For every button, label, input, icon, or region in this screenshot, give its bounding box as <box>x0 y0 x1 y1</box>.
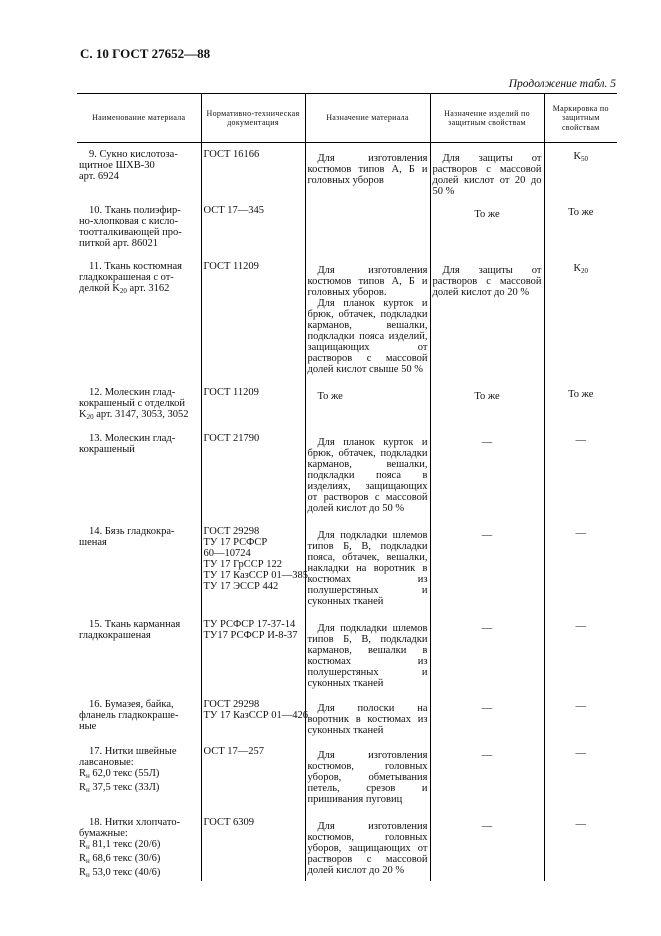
material-name-line: шеная <box>79 537 107 548</box>
doc-reference: ТУ 17 ЭССР 442 <box>203 581 279 592</box>
thread-spec-text: 53,0 текс (40/6) <box>89 867 161 878</box>
purpose-paragraph: Для планок курток и брюк, обтачек, подкладки карманов, вешалки, подкладки пояса в изделиях, защищающих от растворов с массовой долей кислот до 50 % <box>307 437 428 514</box>
material-name-cell <box>77 197 201 249</box>
thread-symbol: R <box>79 867 87 878</box>
material-name-line: 10. Ткань полиэфир- <box>89 205 181 216</box>
doc-reference: ТУ РСФСР 17-37-14 <box>203 619 296 630</box>
protect-cell <box>430 689 544 736</box>
protect-text: — <box>481 703 493 714</box>
col-header-mark: Маркировка по защитным свойствам <box>544 94 617 143</box>
thread-symbol-subscript: н <box>86 857 90 865</box>
doc-reference: ТУ 17 КазССР 01—385 <box>203 570 308 581</box>
material-name-line: 9. Сукно кислотоза- <box>89 149 178 160</box>
material-name-line: 11. Ткань костюмная <box>89 261 182 272</box>
purpose-paragraph: Для подкладки шлемов типов Б, В, подкладки карманов, вешалки в костюмах из полушерстяных и суконных тканей <box>307 623 428 689</box>
purpose-cell <box>305 607 430 689</box>
material-name-cell <box>77 607 201 689</box>
protect-text: — <box>481 750 493 761</box>
thread-spec-line <box>79 853 199 867</box>
material-name-cell <box>77 514 201 607</box>
marking-subscript: 50 <box>581 155 589 163</box>
table-continuation-label: Продолжение табл. 5 <box>508 78 616 90</box>
purpose-paragraph: Для изготовления костюмов типов А, Б и головных уборов. <box>307 265 428 298</box>
purpose-paragraph: Для изготовления костюмов, головных уборов, обметывания петель, срезов и пришивания пуговиц <box>307 750 428 805</box>
docs-cell <box>201 607 305 689</box>
thread-spec-text: 62,0 текс (55Л) <box>89 768 160 779</box>
material-name-line: 16. Бумазея, байка, <box>89 699 174 710</box>
material-name-cell <box>77 689 201 736</box>
thread-spec-line <box>79 782 199 796</box>
doc-reference: ГОСТ 29298 <box>203 526 260 537</box>
purpose-paragraph: Для полоски на воротник в костюмах из суконных тканей <box>307 703 428 736</box>
thread-spec-line <box>79 768 199 782</box>
protect-cell <box>430 514 544 607</box>
marking-text: — <box>575 528 586 539</box>
thread-spec-line <box>79 839 199 853</box>
table-row <box>77 249 617 375</box>
material-name-line <box>79 283 199 297</box>
material-name-cell <box>77 736 201 805</box>
material-name-line: тоотталкивающей про- <box>79 227 182 238</box>
doc-reference: ТУ 17 РСФСР <box>203 537 268 548</box>
thread-symbol-subscript: н <box>86 772 90 780</box>
docs-cell <box>201 805 305 881</box>
thread-symbol: R <box>79 853 87 864</box>
material-name-line <box>79 409 199 423</box>
purpose-cell <box>305 249 430 375</box>
thread-spec-text: 81,1 текс (20/6) <box>89 839 161 850</box>
material-name-part: арт. 3147, 3053, 3052 <box>93 409 189 420</box>
material-name-line: арт. 6924 <box>79 171 119 182</box>
col-header-purpose: Назначение материала <box>305 94 430 143</box>
table-row <box>77 375 617 423</box>
material-name-line: 14. Бязь гладкокра- <box>89 526 175 537</box>
purpose-cell <box>305 689 430 736</box>
purpose-cell <box>305 514 430 607</box>
material-name-line: гладкокрашеная с от- <box>79 272 174 283</box>
protect-cell <box>430 423 544 514</box>
doc-reference: ТУ 17 ГрССР 122 <box>203 559 282 570</box>
protect-cell <box>430 607 544 689</box>
material-name-line: питкой арт. 86021 <box>79 238 158 249</box>
material-name-line: гладкокрашеная <box>79 630 151 641</box>
material-name-line: 13. Молескин глад- <box>89 433 176 444</box>
material-name-line: но-хлопковая с кисло- <box>79 216 179 227</box>
doc-reference: ГОСТ 16166 <box>203 149 260 160</box>
purpose-cell <box>305 423 430 514</box>
page-header: С. 10 ГОСТ 27652—88 <box>80 46 211 61</box>
marking-cell <box>544 375 617 423</box>
material-name-part: K <box>79 409 87 420</box>
marking-cell <box>544 197 617 249</box>
marking-cell <box>544 736 617 805</box>
marking-text: K <box>573 151 582 162</box>
doc-reference: ОСТ 17—257 <box>203 746 265 757</box>
table-row <box>77 143 617 198</box>
protect-text: — <box>481 821 493 832</box>
marking-text: — <box>575 819 586 830</box>
material-name-line: лавсановые: <box>79 757 134 768</box>
doc-reference: ТУ17 РСФСР И-8-37 <box>203 630 298 641</box>
material-name-part: арт. 3162 <box>126 283 170 294</box>
marking-cell <box>544 514 617 607</box>
doc-reference: ГОСТ 6309 <box>203 817 255 828</box>
protect-cell <box>430 736 544 805</box>
marking-text: — <box>575 621 586 632</box>
thread-symbol-subscript: н <box>86 786 90 794</box>
docs-cell <box>201 143 305 198</box>
protect-cell <box>430 143 544 198</box>
marking-text: То же <box>568 389 594 400</box>
purpose-cell <box>305 805 430 881</box>
thread-spec-text: 68,6 текс (30/6) <box>89 853 161 864</box>
material-name-line: 17. Нитки швейные <box>89 746 177 757</box>
thread-symbol-subscript: н <box>86 843 90 851</box>
protect-text: Для защиты от растворов с массовой долей кислот до 20 % <box>432 265 542 298</box>
marking-cell <box>544 607 617 689</box>
marking-text: — <box>575 701 586 712</box>
thread-spec-line <box>79 867 199 881</box>
marking-text: — <box>575 435 586 446</box>
protect-cell <box>430 249 544 375</box>
material-name-line: кокрашеный <box>79 444 135 455</box>
purpose-paragraph: Для изготовления костюмов, головных уборов, защищающих от растворов с массовой долей кислот до 20 % <box>307 821 428 876</box>
doc-reference: ГОСТ 11209 <box>203 261 259 272</box>
protect-cell <box>430 375 544 423</box>
material-name-cell <box>77 249 201 375</box>
thread-symbol: R <box>79 839 87 850</box>
purpose-cell <box>305 143 430 198</box>
material-name-line: фланель гладкокраше- <box>79 710 179 721</box>
table-row <box>77 805 617 881</box>
docs-cell <box>201 423 305 514</box>
materials-table <box>77 93 617 881</box>
col-header-protect: Назначение изделий по защитным свойствам <box>430 94 544 143</box>
docs-cell <box>201 375 305 423</box>
material-name-line: кокрашеный с отделкой <box>79 398 186 409</box>
purpose-cell <box>305 197 430 249</box>
doc-reference: ОСТ 17—345 <box>203 205 265 216</box>
purpose-cell <box>305 375 430 423</box>
table-row <box>77 514 617 607</box>
purpose-cell <box>305 736 430 805</box>
docs-cell <box>201 249 305 375</box>
protect-text: То же <box>474 209 500 220</box>
docs-cell <box>201 689 308 736</box>
table-row <box>77 736 617 805</box>
protect-text: То же <box>474 391 500 402</box>
protect-text: — <box>481 530 493 541</box>
marking-text: K <box>573 263 582 274</box>
purpose-paragraph: Для планок курток и брюк, обтачек, подкладки карманов, вешалки, подкладки пояса изделий, защищающих от растворов с массовой долей кислот свыше 50 % <box>307 298 428 375</box>
docs-cell <box>201 514 308 607</box>
material-name-line: 12. Молескин глад- <box>89 387 176 398</box>
purpose-paragraph: Для подкладки шлемов типов Б, В, подкладки пояса, обтачек, вешалки, накладки на воротник в костюмах из полушерстяных и суконных тканей <box>307 530 428 607</box>
table-row <box>77 423 617 514</box>
doc-reference: ГОСТ 11209 <box>203 387 259 398</box>
marking-cell <box>544 689 617 736</box>
material-name-line: ные <box>79 721 97 732</box>
doc-reference: ГОСТ 29298 <box>203 699 260 710</box>
protect-text: Для защиты от растворов с массовой долей кислот от 20 до 50 % <box>432 153 542 197</box>
material-name-cell <box>77 805 201 881</box>
material-name-cell <box>77 143 201 198</box>
purpose-text: То же <box>317 391 343 402</box>
col-header-docs: Нормативно-техническая документация <box>201 94 305 143</box>
doc-reference: 60—10724 <box>203 548 251 559</box>
thread-spec-text: 37,5 текс (33Л) <box>89 782 160 793</box>
thread-symbol: R <box>79 782 87 793</box>
material-name-part: делкой K <box>79 283 120 294</box>
marking-cell <box>544 423 617 514</box>
purpose-paragraph: Для изготовления костюмов типов А, Б и головных уборов <box>307 153 428 186</box>
thread-symbol: R <box>79 768 87 779</box>
material-name-line: бумажные: <box>79 828 128 839</box>
material-name-line: щитное ШХВ-30 <box>79 160 155 171</box>
marking-subscript: 20 <box>581 267 589 275</box>
table-row <box>77 607 617 689</box>
doc-reference: ТУ 17 КазССР 01—426 <box>203 710 308 721</box>
material-name-cell <box>77 375 201 423</box>
thread-symbol-subscript: н <box>86 871 90 879</box>
marking-text: — <box>575 748 586 759</box>
material-name-subscript: 20 <box>119 287 127 295</box>
table-row <box>77 197 617 249</box>
marking-cell <box>544 249 617 375</box>
material-name-line: 18. Нитки хлопчато- <box>89 817 181 828</box>
docs-cell <box>201 736 305 805</box>
material-name-subscript: 20 <box>86 413 94 421</box>
material-name-cell <box>77 423 201 514</box>
table-header-row <box>77 94 617 143</box>
protect-cell <box>430 805 544 881</box>
protect-text: — <box>481 623 493 634</box>
doc-reference: ГОСТ 21790 <box>203 433 260 444</box>
marking-cell <box>544 805 617 881</box>
table-body <box>77 143 617 882</box>
col-header-material: Наименование материала <box>77 94 201 143</box>
material-name-line: 15. Ткань карманная <box>89 619 181 630</box>
protect-cell <box>430 197 544 249</box>
protect-text: — <box>481 437 493 448</box>
marking-text: То же <box>568 207 594 218</box>
marking-cell <box>544 143 617 198</box>
table-row <box>77 689 617 736</box>
docs-cell <box>201 197 305 249</box>
